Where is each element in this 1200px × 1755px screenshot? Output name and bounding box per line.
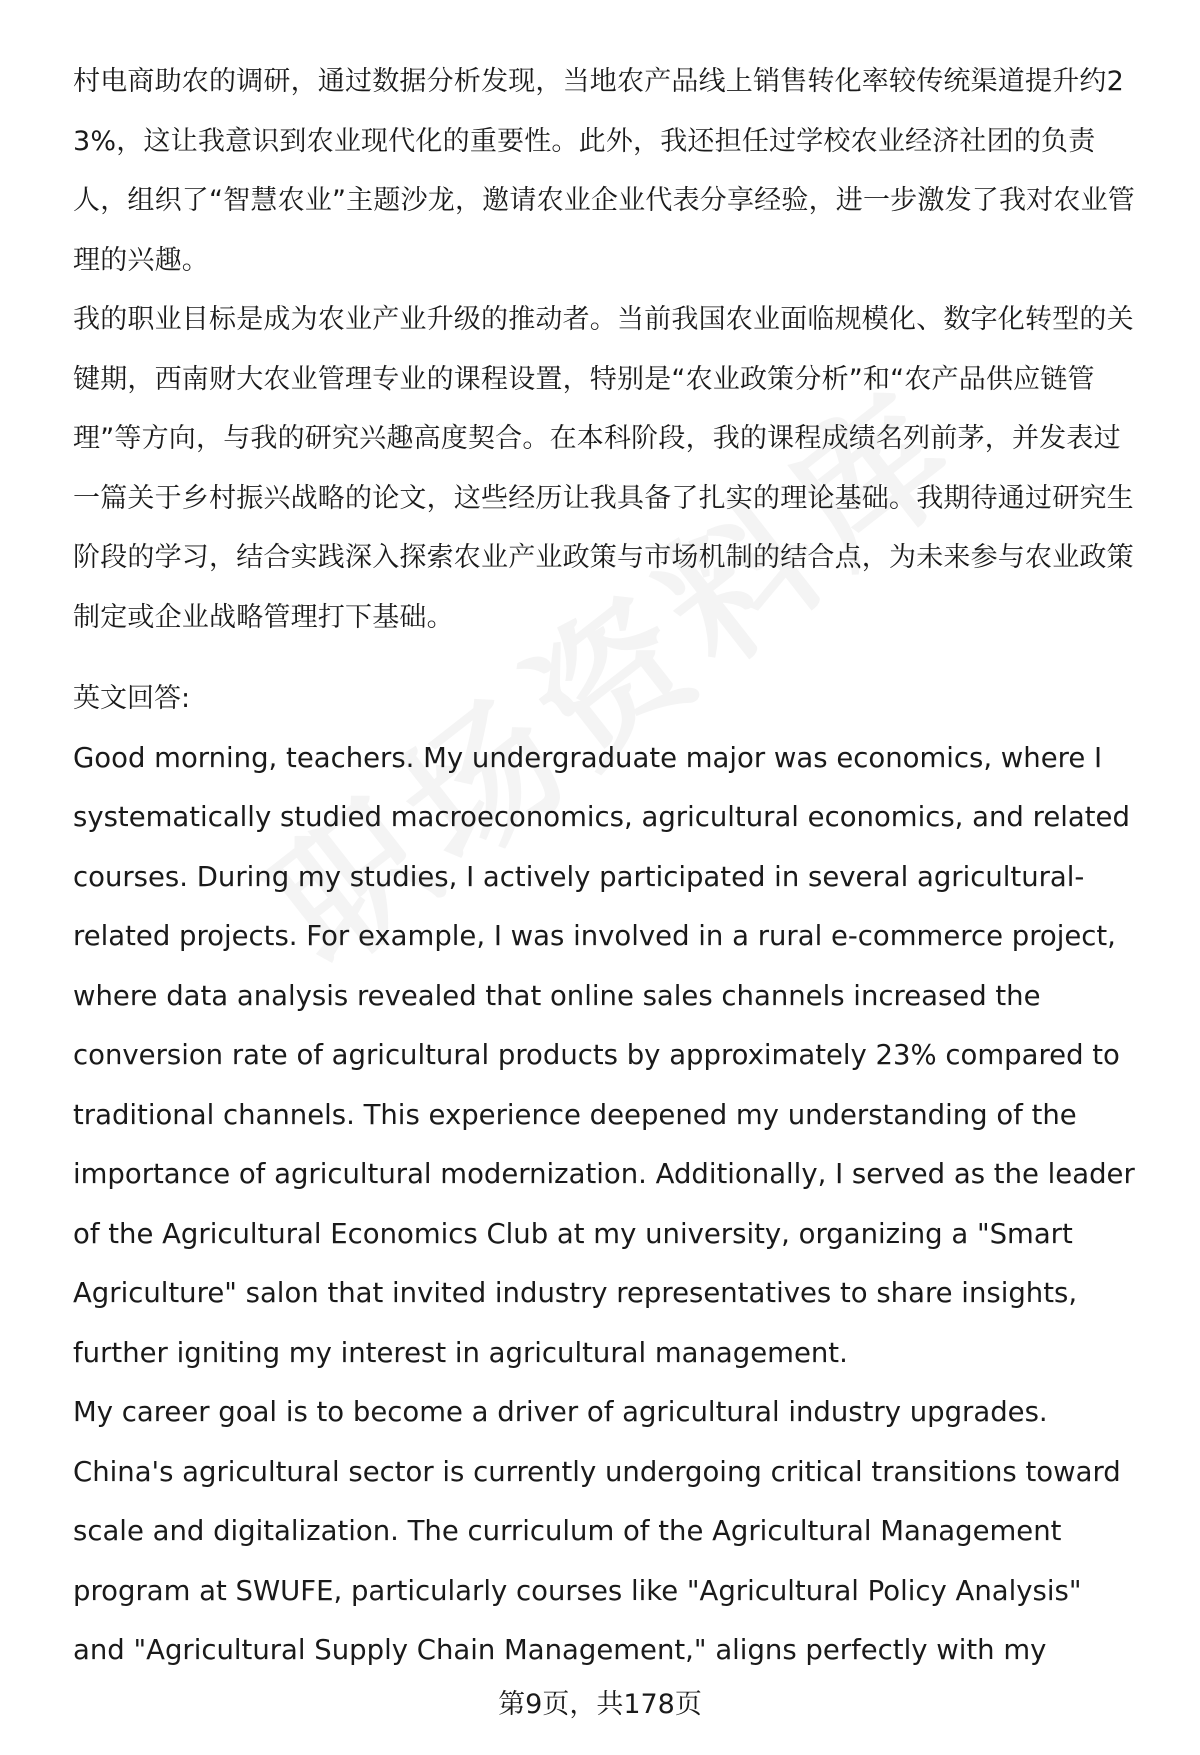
chinese-paragraph-1: 村电商助农的调研，通过数据分析发现，当地农产品线上销售转化率较传统渠道提升约23%，这让我意识到农业现代化的重要性。此外，我还担任过学校农业经济社团的负责人，组织了“智慧农业”主题沙龙，邀请农业企业代表分享经验，进一步激发了我对农业管理的兴趣。 — [73, 66, 1135, 276]
document-body — [73, 52, 1140, 1681]
chinese-paragraph-2: 我的职业目标是成为农业产业升级的推动者。当前我国农业面临规模化、数字化转型的关键期，西南财大农业管理专业的课程设置，特别是“农业政策分析”和“农产品供应链管理”等方向，与我的研究兴趣高度契合。在本科阶段，我的课程成绩名列前茅，并发表过一篇关于乡村振兴战略的论文，这些经历让我具备了扎实的理论基础。我期待通过研究生阶段的学习，结合实践深入探索农业产业政策与市场机制的结合点，为未来参与农业政策制定或企业战略管理打下基础。 — [73, 304, 1134, 633]
english-answer-label: 英文回答: — [73, 683, 191, 714]
english-paragraph-2: My career goal is to become a driver of agricultural industry upgrades. China's agricultural sector is currently undergoing critical transitions toward scale and digitalization. The curriculum of the Agricultural Management program at SWUFE, particularly courses like "Agricultural Policy Analysis" and "Agricultural Supply Chain Management," aligns perfectly with my — [73, 1396, 1121, 1666]
english-paragraph-1: Good morning, teachers. My undergraduate major was economics, where I systematically studied macroeconomics, agricultural economics, and related courses. During my studies, I actively participated in several agricultural-related projects. For example, I was involved in a rural e-commerce project, where data analysis revealed that online sales channels increased the conversion rate of agricultural products by approximately 23% compared to traditional channels. This experience deepened my understanding of the importance of agricultural modernization. Additionally, I served as the leader of the Agricultural Economics Club at my university, organizing a "Smart Agriculture" salon that invited industry representatives to share insights, further igniting my interest in agricultural management. — [73, 741, 1135, 1369]
section-spacer — [73, 647, 1140, 669]
page-number-footer: 第9页，共178页 — [498, 1689, 702, 1720]
